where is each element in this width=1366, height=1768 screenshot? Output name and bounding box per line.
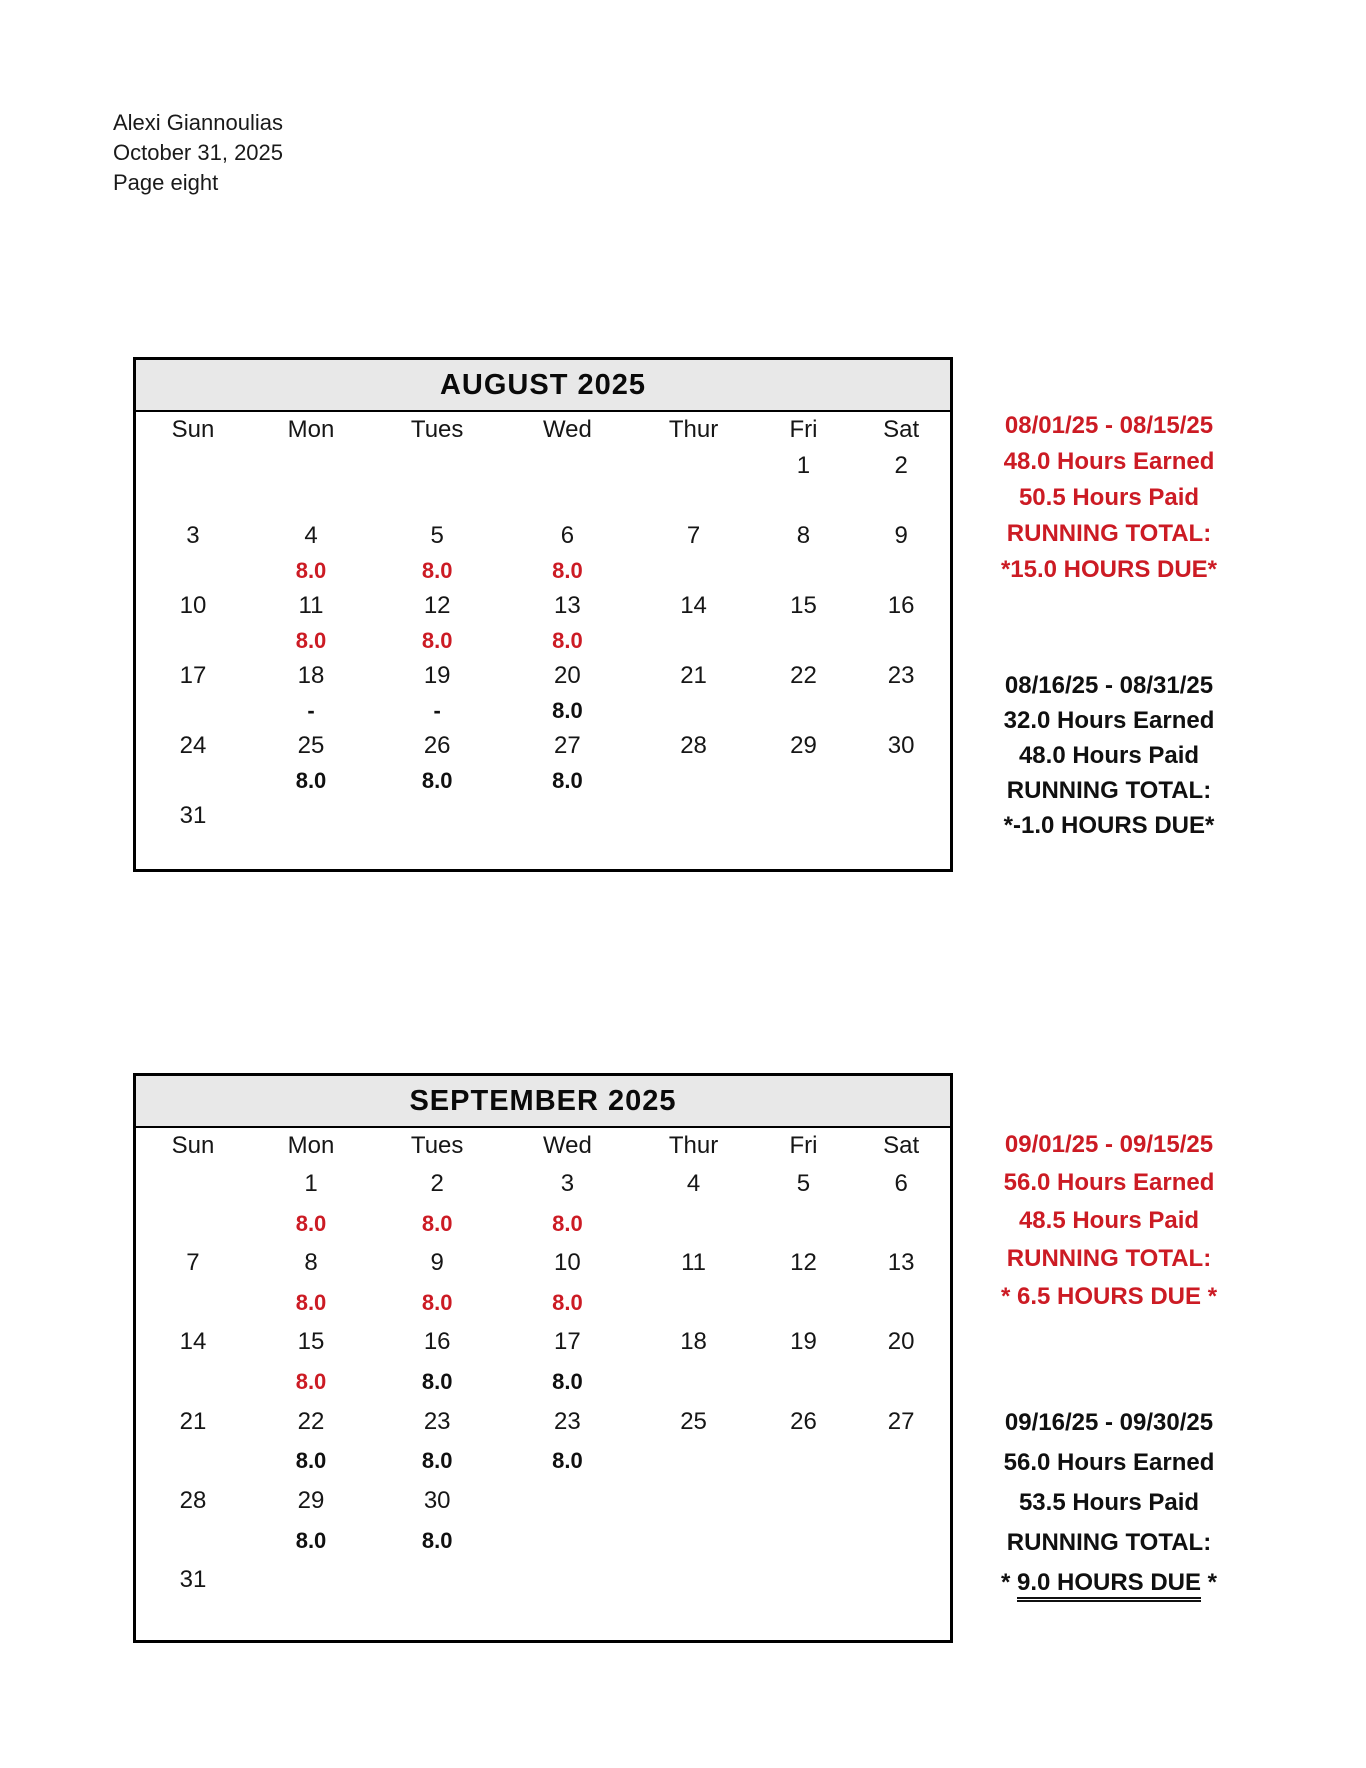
calendar-date-cell: 4 — [304, 521, 318, 549]
week-row — [136, 1164, 950, 1243]
calendar-date-cell: 3 — [560, 1169, 575, 1197]
day-header-cell: Sun — [171, 1132, 215, 1159]
calendar-hours-cell — [755, 764, 853, 799]
calendar-hours-cell: 8.0 — [295, 627, 327, 653]
calendar-date-cell: 20 — [554, 662, 581, 690]
calendar-date-cell: 1 — [304, 1169, 318, 1197]
annotation-line: 48.5 Hours Paid — [1018, 1207, 1200, 1234]
august-first-half-summary — [956, 408, 1262, 588]
annotation-line: RUNNING TOTAL: — [1006, 1529, 1212, 1556]
calendar-hours-cell — [633, 764, 755, 799]
date-line — [136, 1481, 950, 1521]
calendar-hours-cell — [852, 764, 950, 799]
annotation-line-prefix: * — [1000, 1569, 1017, 1596]
annotation-line-suffix: * — [1201, 1569, 1218, 1596]
annotation-line: 32.0 Hours Earned — [1003, 707, 1215, 734]
day-header-cell: Tues — [410, 1132, 464, 1159]
calendar-hours-cell: - — [307, 698, 315, 724]
calendar-hours-cell — [755, 553, 853, 588]
calendar-hours-cell: 8.0 — [295, 1369, 327, 1395]
calendar-date-cell: 15 — [790, 591, 817, 619]
calendar-hours-cell — [755, 1600, 853, 1640]
hours-line — [136, 1362, 950, 1402]
calendar-date-cell: 14 — [179, 1328, 207, 1356]
calendar-date-cell — [755, 799, 853, 834]
calendar-hours-cell — [136, 623, 250, 658]
calendar-date-cell: 4 — [686, 1169, 701, 1197]
week-row — [136, 1323, 950, 1402]
calendar-hours-cell — [755, 623, 853, 658]
september-second-half-summary — [956, 1403, 1262, 1603]
calendar-hours-cell — [250, 834, 372, 869]
august-calendar-title: AUGUST 2025 — [136, 360, 950, 412]
calendar-date-cell — [502, 799, 632, 834]
annotation-line: 09/01/25 - 09/15/25 — [1004, 1131, 1214, 1158]
calendar-hours-cell — [852, 1362, 950, 1402]
day-header-cell: Thur — [668, 1132, 719, 1159]
week-row — [136, 659, 950, 729]
calendar-date-cell: 22 — [297, 1407, 325, 1435]
calendar-hours-cell — [633, 1521, 755, 1561]
day-header-cell: Sun — [171, 416, 215, 443]
calendar-hours-cell — [633, 483, 755, 518]
calendar-date-cell — [502, 1481, 632, 1521]
calendar-date-cell — [250, 799, 372, 834]
hours-line — [136, 834, 950, 869]
calendar-date-cell: 29 — [790, 732, 817, 760]
calendar-hours-cell — [136, 834, 250, 869]
day-header-cell: Mon — [287, 416, 335, 443]
calendar-hours-cell — [852, 483, 950, 518]
hours-line — [136, 483, 950, 518]
calendar-hours-cell — [372, 483, 502, 518]
calendar-date-cell: 13 — [554, 591, 581, 619]
calendar-hours-cell — [852, 694, 950, 729]
date-line — [136, 799, 950, 834]
august-calendar-body — [136, 412, 950, 869]
hours-line — [136, 1442, 950, 1482]
calendar-date-cell: 9 — [894, 521, 908, 549]
calendar-hours-cell — [755, 1442, 853, 1482]
date-line — [136, 448, 950, 483]
september-first-half-summary — [956, 1126, 1262, 1316]
week-row — [136, 448, 950, 518]
calendar-date-cell: 11 — [298, 591, 324, 619]
calendar-hours-cell — [633, 553, 755, 588]
calendar-hours-cell: 8.0 — [552, 1289, 583, 1315]
calendar-hours-cell — [633, 1362, 755, 1402]
calendar-hours-cell — [502, 1600, 632, 1640]
hours-line — [136, 1521, 950, 1561]
calendar-hours-cell: 8.0 — [552, 1369, 583, 1395]
calendar-date-cell — [372, 799, 502, 834]
header-name: Alexi Giannoulias — [113, 110, 283, 135]
calendar-hours-cell — [372, 834, 502, 869]
annotation-line: 53.5 Hours Paid — [1018, 1489, 1200, 1516]
date-line — [136, 729, 950, 764]
calendar-date-cell: 15 — [297, 1328, 325, 1356]
calendar-hours-cell — [633, 694, 755, 729]
calendar-date-cell: 5 — [430, 521, 444, 549]
calendar-date-cell — [250, 1561, 372, 1601]
calendar-date-cell — [136, 1164, 250, 1204]
calendar-date-cell: 26 — [423, 732, 451, 760]
day-header-row — [136, 1128, 950, 1164]
day-header-cell: Tues — [410, 416, 464, 443]
calendar-hours-cell — [755, 694, 853, 729]
calendar-hours-cell — [852, 1521, 950, 1561]
calendar-hours-cell: 8.0 — [552, 698, 583, 724]
annotation-line: RUNNING TOTAL: — [1006, 777, 1212, 804]
calendar-date-cell: 28 — [680, 732, 707, 760]
calendar-hours-cell: 8.0 — [295, 1448, 327, 1474]
annotation-line: RUNNING TOTAL: — [1006, 520, 1212, 547]
annotation-line — [956, 1563, 1262, 1603]
calendar-hours-cell — [136, 553, 250, 588]
hours-line — [136, 553, 950, 588]
calendar-date-cell: 16 — [887, 591, 915, 619]
header-page-number: Page eight — [113, 170, 219, 195]
calendar-date-cell: 9 — [430, 1249, 444, 1277]
date-line — [136, 1402, 950, 1442]
calendar-date-cell: 30 — [887, 732, 915, 760]
hours-line — [136, 764, 950, 799]
annotation-line: *-1.0 HOURS DUE* — [1003, 812, 1215, 839]
calendar-date-cell: 11 — [681, 1249, 707, 1277]
calendar-date-cell: 23 — [423, 1407, 451, 1435]
calendar-hours-cell: 8.0 — [295, 1289, 327, 1315]
calendar-hours-cell: 8.0 — [295, 1527, 327, 1553]
calendar-hours-cell — [502, 834, 632, 869]
calendar-hours-cell — [136, 1600, 250, 1640]
calendar-hours-cell — [852, 834, 950, 869]
calendar-hours-cell — [755, 483, 853, 518]
calendar-date-cell: 10 — [179, 591, 207, 619]
annotation-line: 56.0 Hours Earned — [1003, 1169, 1215, 1196]
calendar-hours-cell — [372, 1600, 502, 1640]
week-row — [136, 729, 950, 799]
calendar-date-cell — [372, 1561, 502, 1601]
calendar-date-cell — [372, 448, 502, 483]
calendar-date-cell: 21 — [179, 1407, 207, 1435]
week-row — [136, 588, 950, 658]
calendar-date-cell: 31 — [179, 1566, 207, 1594]
calendar-hours-cell — [502, 483, 632, 518]
calendar-date-cell: 12 — [423, 591, 451, 619]
date-line — [136, 518, 950, 553]
calendar-hours-cell — [136, 1521, 250, 1561]
calendar-hours-cell — [633, 1600, 755, 1640]
calendar-date-cell: 18 — [680, 1328, 707, 1356]
calendar-date-cell: 5 — [796, 1169, 811, 1197]
calendar-date-cell: 8 — [304, 1249, 318, 1277]
calendar-hours-cell — [852, 553, 950, 588]
calendar-date-cell: 27 — [887, 1407, 915, 1435]
annotation-line: 08/01/25 - 08/15/25 — [1004, 412, 1214, 439]
calendar-hours-cell — [633, 623, 755, 658]
calendar-date-cell: 12 — [790, 1249, 817, 1277]
calendar-hours-cell: 8.0 — [295, 1210, 327, 1236]
september-calendar-body — [136, 1128, 950, 1640]
calendar-hours-cell — [633, 834, 755, 869]
calendar-hours-cell — [852, 1204, 950, 1244]
day-header-row — [136, 412, 950, 448]
calendar-hours-cell — [136, 1204, 250, 1244]
calendar-date-cell — [633, 1561, 755, 1601]
calendar-date-cell: 2 — [430, 1169, 444, 1197]
day-header-cell: Wed — [542, 1132, 592, 1159]
calendar-hours-cell — [633, 1204, 755, 1244]
september-calendar-title: SEPTEMBER 2025 — [136, 1076, 950, 1128]
calendar-date-cell — [852, 1481, 950, 1521]
calendar-weeks — [136, 1164, 950, 1640]
calendar-date-cell: 13 — [887, 1249, 915, 1277]
calendar-hours-cell — [136, 764, 250, 799]
calendar-hours-cell — [633, 1283, 755, 1323]
calendar-date-cell: 31 — [179, 802, 207, 830]
calendar-hours-cell: 8.0 — [552, 627, 583, 653]
calendar-hours-cell: 8.0 — [552, 557, 583, 583]
header-date: October 31, 2025 — [113, 140, 284, 165]
calendar-date-cell: 6 — [560, 521, 575, 549]
calendar-date-cell — [502, 1561, 632, 1601]
calendar-date-cell — [633, 799, 755, 834]
hours-line — [136, 1283, 950, 1323]
calendar-date-cell — [852, 799, 950, 834]
calendar-date-cell: 19 — [790, 1328, 817, 1356]
week-row — [136, 1243, 950, 1322]
calendar-date-cell: 17 — [554, 1328, 581, 1356]
calendar-date-cell: 20 — [887, 1328, 915, 1356]
calendar-hours-cell — [755, 1521, 853, 1561]
calendar-hours-cell: 8.0 — [421, 1527, 453, 1553]
date-line — [136, 1561, 950, 1601]
calendar-date-cell — [852, 1561, 950, 1601]
calendar-date-cell: 1 — [796, 451, 811, 479]
annotation-line: 08/16/25 - 08/31/25 — [1004, 672, 1214, 699]
day-header-cell: Sat — [883, 416, 920, 443]
calendar-hours-cell — [502, 1521, 632, 1561]
calendar-date-cell: 23 — [554, 1407, 581, 1435]
calendar-hours-cell: 8.0 — [421, 1369, 453, 1395]
calendar-date-cell — [755, 1481, 853, 1521]
date-line — [136, 588, 950, 623]
annotation-line: RUNNING TOTAL: — [1006, 1245, 1212, 1272]
calendar-hours-cell: 8.0 — [421, 627, 453, 653]
date-line — [136, 659, 950, 694]
calendar-date-cell — [755, 1561, 853, 1601]
annotation-line: 48.0 Hours Earned — [1003, 448, 1215, 475]
calendar-hours-cell — [250, 483, 372, 518]
calendar-hours-cell: - — [433, 698, 441, 724]
hours-line — [136, 1204, 950, 1244]
week-row — [136, 518, 950, 588]
calendar-date-cell — [136, 448, 250, 483]
calendar-date-cell: 3 — [186, 521, 200, 549]
document-header — [113, 108, 283, 198]
september-calendar — [133, 1073, 953, 1643]
calendar-hours-cell — [755, 1283, 853, 1323]
calendar-hours-cell — [136, 1442, 250, 1482]
week-row — [136, 1561, 950, 1640]
annotation-line: *15.0 HOURS DUE* — [1000, 556, 1218, 583]
calendar-hours-cell: 8.0 — [421, 1210, 453, 1236]
calendar-date-cell: 2 — [894, 451, 908, 479]
calendar-hours-cell — [633, 1442, 755, 1482]
calendar-hours-cell — [136, 694, 250, 729]
calendar-weeks — [136, 448, 950, 869]
calendar-hours-cell: 8.0 — [295, 768, 327, 794]
date-line — [136, 1164, 950, 1204]
annotation-line-underlined-text: 9.0 HOURS DUE — [1017, 1569, 1201, 1602]
calendar-date-cell — [633, 448, 755, 483]
calendar-date-cell: 19 — [423, 662, 451, 690]
annotation-line: 50.5 Hours Paid — [1018, 484, 1200, 511]
week-row — [136, 1481, 950, 1560]
hours-line — [136, 1600, 950, 1640]
calendar-date-cell: 27 — [554, 732, 581, 760]
annotation-line: 09/16/25 - 09/30/25 — [1004, 1409, 1214, 1436]
calendar-date-cell: 24 — [179, 732, 207, 760]
calendar-date-cell: 7 — [186, 1249, 200, 1277]
annotation-line: 48.0 Hours Paid — [1018, 742, 1200, 769]
annotation-line: 56.0 Hours Earned — [1003, 1449, 1215, 1476]
week-row — [136, 799, 950, 869]
calendar-hours-cell: 8.0 — [552, 768, 583, 794]
calendar-date-cell: 22 — [790, 662, 817, 690]
calendar-date-cell: 25 — [680, 1407, 707, 1435]
calendar-hours-cell — [852, 623, 950, 658]
date-line — [136, 1243, 950, 1283]
august-second-half-summary — [956, 668, 1262, 843]
date-line — [136, 1323, 950, 1363]
calendar-hours-cell: 8.0 — [552, 1448, 583, 1474]
calendar-date-cell: 14 — [680, 591, 707, 619]
calendar-date-cell: 17 — [179, 662, 207, 690]
day-header-cell: Mon — [287, 1132, 335, 1159]
day-header-cell: Wed — [542, 416, 592, 443]
calendar-date-cell: 23 — [887, 662, 915, 690]
calendar-hours-cell — [755, 1362, 853, 1402]
calendar-hours-cell: 8.0 — [421, 768, 453, 794]
day-header-cell: Fri — [789, 1132, 818, 1159]
calendar-date-cell — [633, 1481, 755, 1521]
calendar-hours-cell — [136, 1283, 250, 1323]
day-header-cell: Fri — [789, 416, 818, 443]
calendar-date-cell: 10 — [554, 1249, 581, 1277]
calendar-date-cell: 8 — [796, 521, 811, 549]
calendar-date-cell — [250, 448, 372, 483]
calendar-hours-cell: 8.0 — [421, 1289, 453, 1315]
calendar-date-cell: 29 — [297, 1487, 325, 1515]
calendar-hours-cell — [136, 483, 250, 518]
calendar-hours-cell: 8.0 — [421, 557, 453, 583]
calendar-date-cell: 28 — [179, 1487, 207, 1515]
calendar-hours-cell: 8.0 — [421, 1448, 453, 1474]
calendar-hours-cell — [852, 1442, 950, 1482]
august-calendar — [133, 357, 953, 872]
calendar-date-cell — [502, 448, 632, 483]
calendar-date-cell: 21 — [680, 662, 707, 690]
calendar-date-cell: 26 — [790, 1407, 817, 1435]
day-header-cell: Sat — [883, 1132, 920, 1159]
hours-line — [136, 694, 950, 729]
calendar-date-cell: 16 — [423, 1328, 451, 1356]
annotation-line: * 6.5 HOURS DUE * — [1000, 1283, 1218, 1310]
day-header-cell: Thur — [668, 416, 719, 443]
calendar-hours-cell — [755, 1204, 853, 1244]
calendar-hours-cell — [136, 1362, 250, 1402]
calendar-hours-cell: 8.0 — [295, 557, 327, 583]
week-row — [136, 1402, 950, 1481]
calendar-hours-cell — [852, 1600, 950, 1640]
calendar-date-cell: 25 — [297, 732, 325, 760]
calendar-hours-cell — [250, 1600, 372, 1640]
calendar-date-cell: 6 — [894, 1169, 908, 1197]
calendar-date-cell: 7 — [686, 521, 701, 549]
calendar-hours-cell — [852, 1283, 950, 1323]
hours-line — [136, 623, 950, 658]
calendar-date-cell: 30 — [423, 1487, 451, 1515]
calendar-hours-cell: 8.0 — [552, 1210, 583, 1236]
calendar-hours-cell — [755, 834, 853, 869]
calendar-date-cell: 18 — [297, 662, 325, 690]
